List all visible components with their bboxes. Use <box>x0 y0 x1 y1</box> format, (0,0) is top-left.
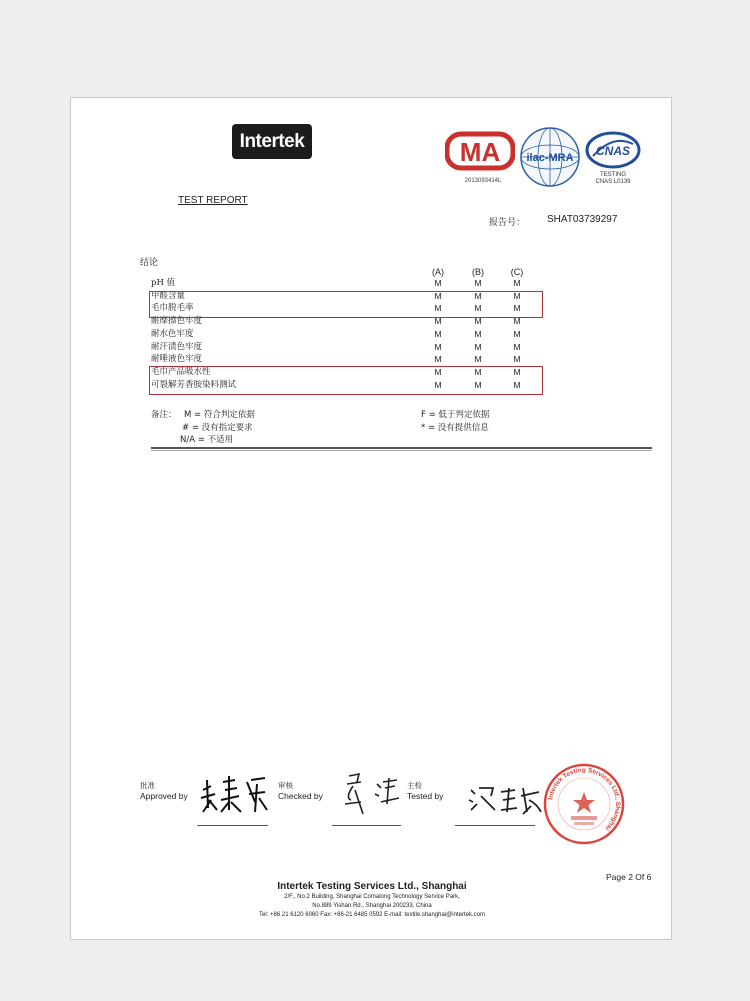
note-hash: # = 没有指定要求 <box>182 423 253 433</box>
result-cell: M <box>513 328 521 339</box>
report-page <box>70 97 672 940</box>
signature-label-en: Approved by <box>140 791 188 801</box>
footer-company: Intertek Testing Services Ltd., Shanghai <box>277 881 467 892</box>
table-row <box>151 341 571 354</box>
result-cell: M <box>434 366 442 377</box>
signature-line <box>197 825 268 826</box>
result-cell: M <box>513 366 521 377</box>
signature-line <box>332 825 401 826</box>
result-cell: M <box>513 379 521 390</box>
result-cell: M <box>474 303 482 314</box>
row-label: pH 值 <box>151 278 176 288</box>
cma-logo <box>445 130 515 172</box>
footer-contact: Tel: +86 21 6120 6060 Fax: +86-21 6485 0592 E-mail: textile.shanghai@intertek.com <box>259 912 485 918</box>
column-header-b: (B) <box>472 267 484 277</box>
note-f: F = 低于判定依据 <box>421 410 490 420</box>
result-cell: M <box>474 328 482 339</box>
conclusion-heading: 结论 <box>140 258 159 268</box>
signature-label-cn: 审核 <box>278 781 293 790</box>
result-cell: M <box>434 278 442 288</box>
result-cell: M <box>474 290 482 301</box>
signature-label-cn: 主检 <box>407 781 422 790</box>
footer-address-line2: No.889 Yishan Rd., Shanghai 200233, China <box>312 903 432 909</box>
cma-code: 2013093414L <box>464 178 502 184</box>
highlight-box <box>149 366 543 395</box>
row-label: 耐摩擦色牢度 <box>151 316 203 327</box>
result-cell: M <box>513 341 521 352</box>
cnas-number: CNAS L0139 <box>595 179 631 185</box>
result-cell: M <box>474 354 482 365</box>
column-header-a: (A) <box>432 267 444 277</box>
table-row <box>151 328 571 341</box>
result-cell: M <box>434 379 442 390</box>
row-label: 甲醛含量 <box>151 290 186 301</box>
signature-label-cn: 批准 <box>140 781 155 790</box>
result-cell: M <box>434 316 442 327</box>
approver-signature <box>199 772 269 816</box>
table-row <box>151 353 571 366</box>
intertek-logo: Intertek <box>232 124 312 159</box>
signature-approved <box>140 780 188 801</box>
result-cell: M <box>513 278 521 288</box>
checker-signature <box>341 770 403 818</box>
note-star: * = 没有提供信息 <box>421 423 489 433</box>
note-na: N/A = 不适用 <box>180 435 234 445</box>
row-label: 耐唾液色牢度 <box>151 354 203 365</box>
row-label: 耐水色牢度 <box>151 328 194 339</box>
row-label: 可裂解芳香胺染料测试 <box>151 379 237 390</box>
row-label: 毛巾脱毛率 <box>151 303 194 314</box>
report-number: SHAT03739297 <box>547 214 618 225</box>
footer-address-line1: 2/F., No.2 Building, Shanghai Comalong Technology Service Park, <box>284 894 460 900</box>
ilac-mra-logo <box>519 126 581 188</box>
result-cell: M <box>434 290 442 301</box>
table-row <box>151 277 571 290</box>
note-m: M = 符合判定依据 <box>184 410 255 420</box>
cnas-logo <box>585 130 641 170</box>
divider <box>151 447 652 449</box>
divider <box>151 450 652 451</box>
signature-label-en: Checked by <box>278 791 323 801</box>
cnas-logo-text: CNAS <box>595 144 631 158</box>
cma-logo-text: MA <box>459 137 501 167</box>
signature-checked <box>278 780 323 801</box>
company-seal <box>543 763 625 845</box>
result-cell: M <box>513 354 521 365</box>
highlight-box <box>149 291 543 318</box>
report-number-label: 报告号： <box>489 218 526 228</box>
signature-tested <box>407 780 443 801</box>
result-cell: M <box>434 354 442 365</box>
notes-prefix: 备注： <box>151 410 177 420</box>
signature-line <box>455 825 535 826</box>
result-cell: M <box>434 328 442 339</box>
report-title: TEST REPORT <box>178 195 248 206</box>
tester-signature <box>467 782 543 816</box>
result-cell: M <box>474 341 482 352</box>
result-cell: M <box>474 278 482 288</box>
svg-text:Intertek Testing Services Ltd.: Intertek Testing Services Ltd., Shanghai <box>547 766 622 832</box>
row-label: 毛巾产品吸水性 <box>151 366 211 377</box>
row-label: 耐汗渍色牢度 <box>151 341 203 352</box>
result-cell: M <box>513 303 521 314</box>
result-cell: M <box>434 303 442 314</box>
ilac-logo-text: ilac-MRA <box>526 152 574 164</box>
result-cell: M <box>513 316 521 327</box>
column-header-c: (C) <box>510 267 524 277</box>
result-cell: M <box>513 290 521 301</box>
result-cell: M <box>474 316 482 327</box>
result-cell: M <box>474 379 482 390</box>
cnas-testing: TESTING <box>599 172 626 178</box>
page-number: Page 2 Of 6 <box>606 872 652 882</box>
result-cell: M <box>434 341 442 352</box>
signature-label-en: Tested by <box>407 791 444 801</box>
cnas-caption <box>585 172 641 186</box>
result-cell: M <box>474 366 482 377</box>
